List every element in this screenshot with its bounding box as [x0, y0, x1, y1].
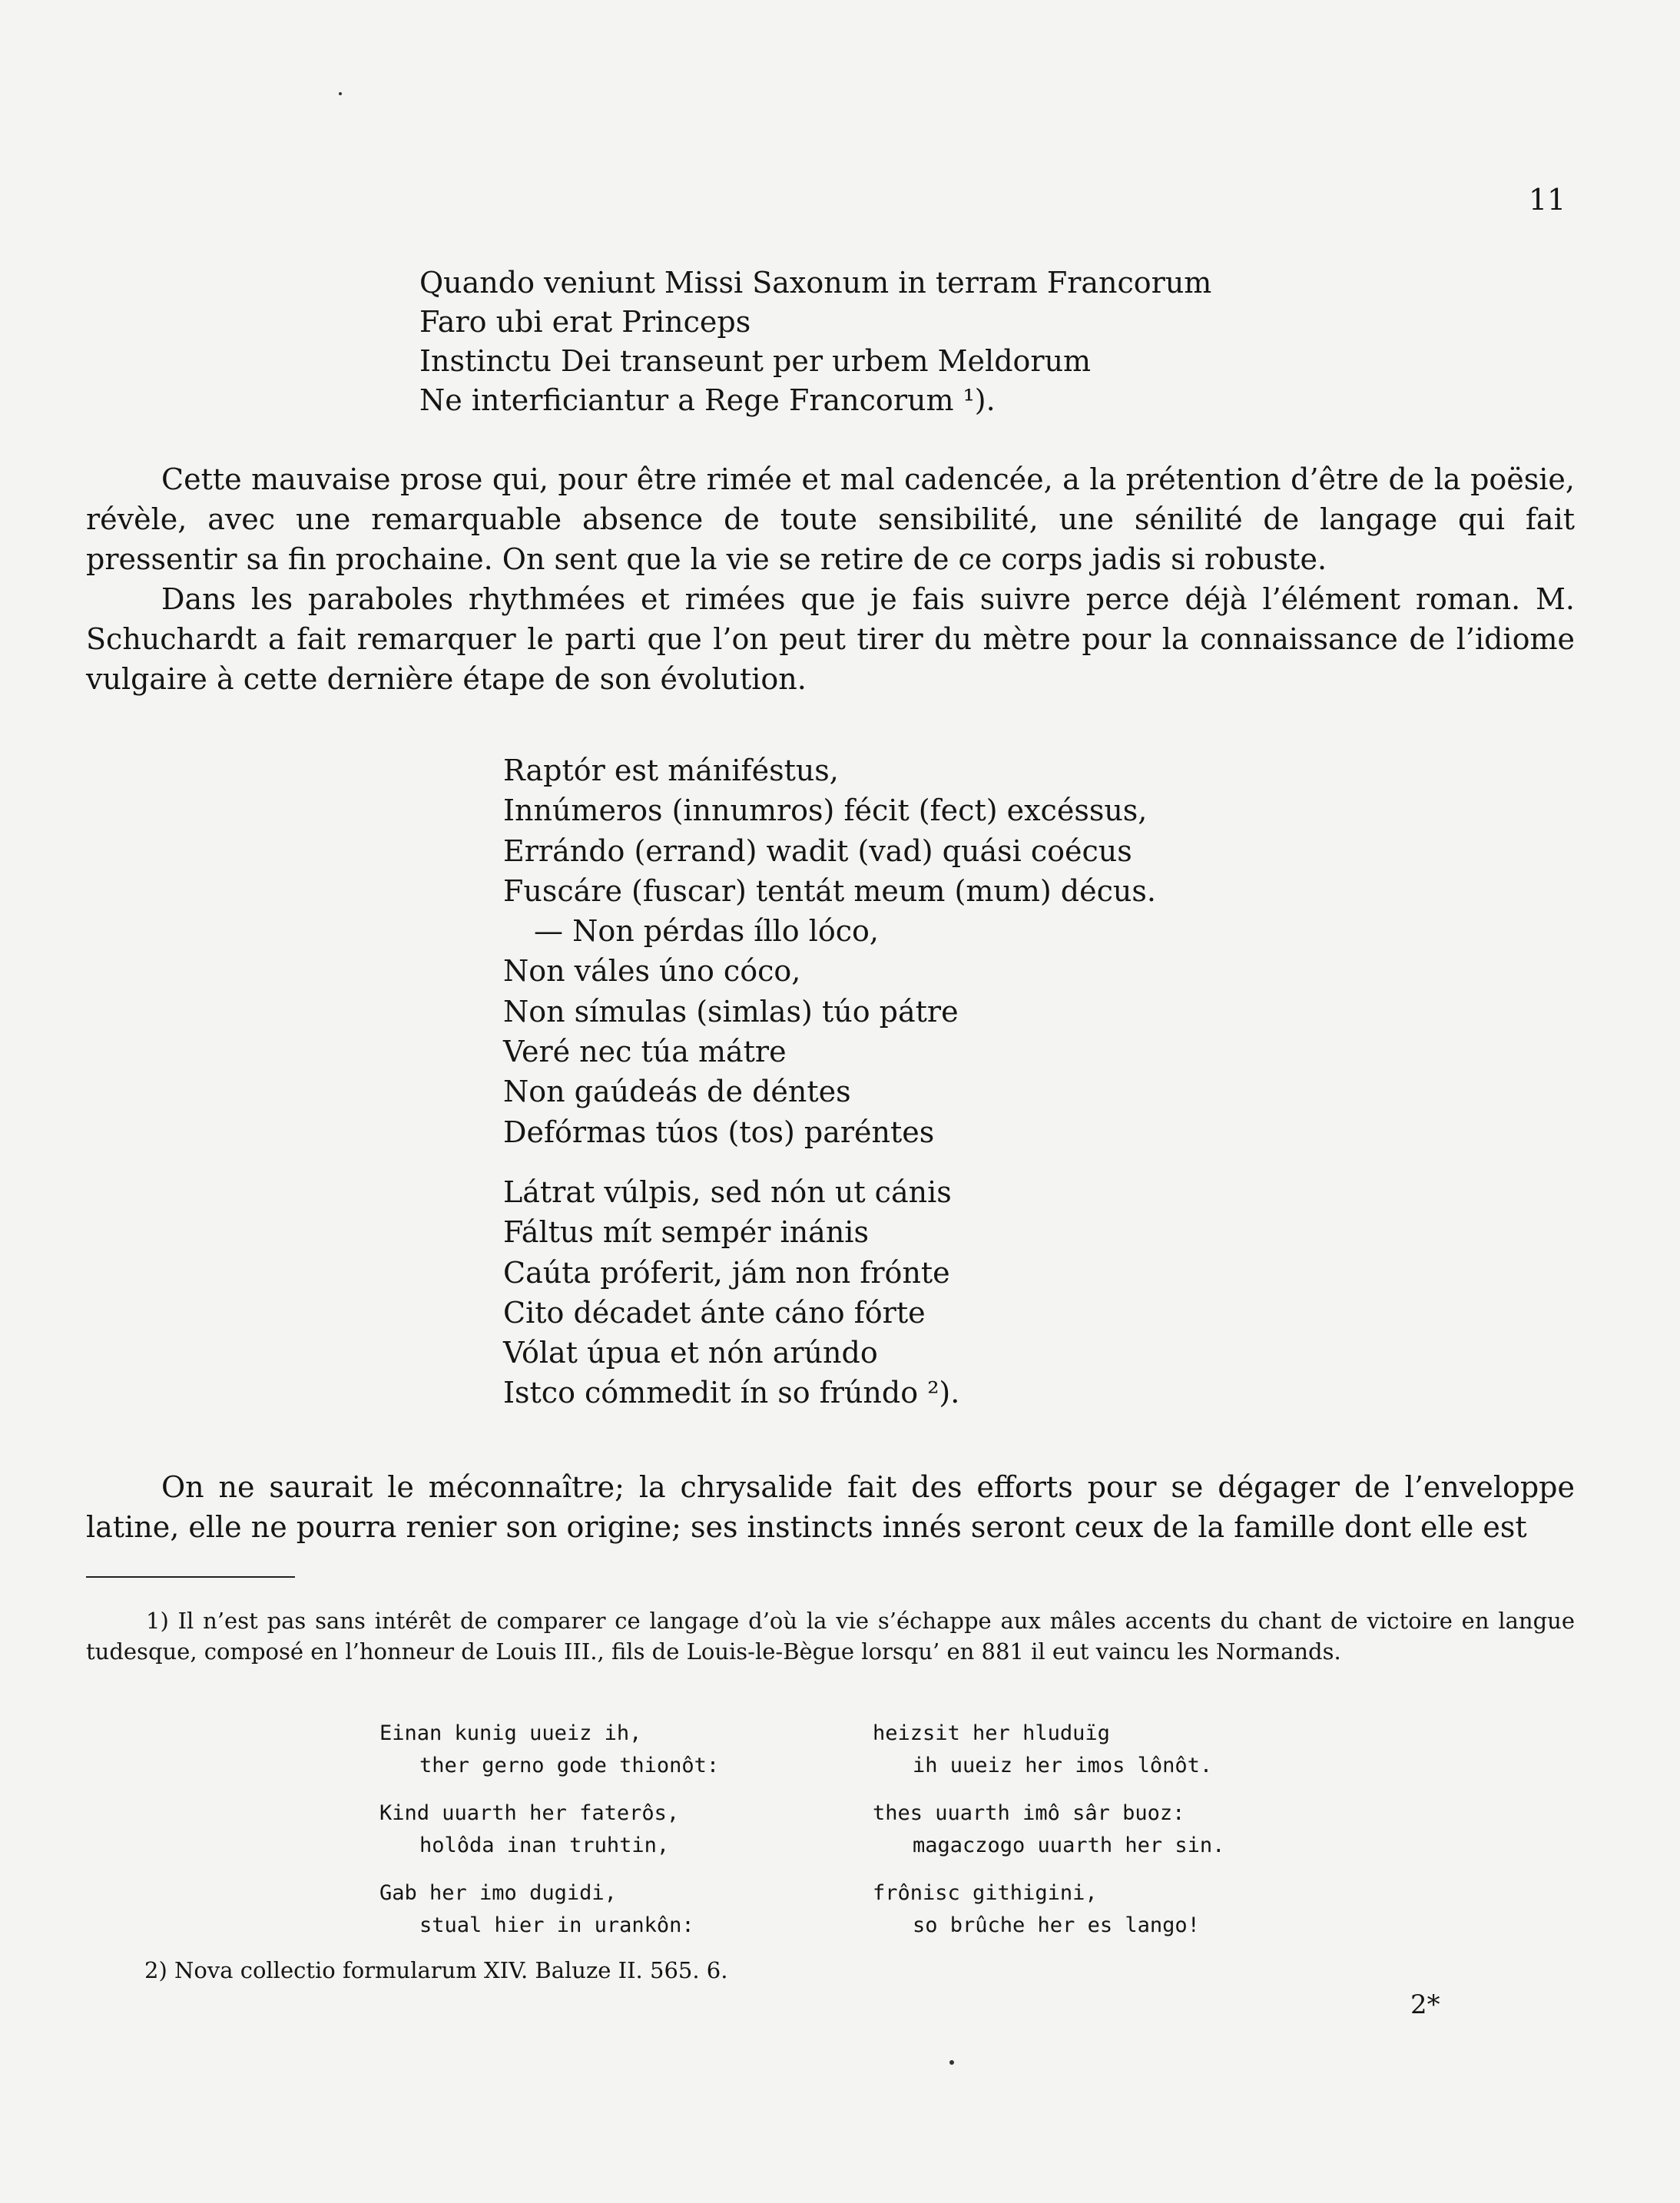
footnote-rule	[86, 1576, 295, 1578]
verse-line: Faro ubi erat Princeps	[419, 305, 751, 339]
stanza-gap	[873, 1782, 1224, 1797]
stanza-gap	[379, 1782, 719, 1797]
verse-line: Raptór est mániféstus,	[503, 754, 839, 787]
verse-line: so brûche her es lango!	[913, 1913, 1200, 1937]
footnote-1: 1) Il n’est pas sans intérêt de comparer ce langage d’où la vie s’échappe aux mâles accents du chant de victoire en langue tudesque, composé en l’honneur de Louis III., fils de Louis-le-Bègue lorsqu’ en 881 il eut vaincu les Normands.	[86, 1608, 1575, 1665]
stanza-gap	[379, 1862, 719, 1877]
verse-line: Veré nec túa mátre	[503, 1035, 787, 1069]
verse-line: Einan kunig uueiz ih,	[379, 1721, 642, 1745]
verse-line: Non váles úno cóco,	[503, 954, 801, 989]
verse-line: ther gerno gode thionôt:	[419, 1754, 720, 1777]
verse-line: heizsit her hluduïg	[873, 1721, 1110, 1745]
latin-verse	[419, 263, 1211, 420]
verse-line: Instinctu Dei transeunt per urbem Meldorum	[419, 344, 1092, 378]
verse-line: Defórmas túos (tos) paréntes	[503, 1115, 935, 1149]
verse-line: frônisc githigini,	[873, 1881, 1098, 1905]
verse-line: Kind uuarth her faterôs,	[379, 1801, 680, 1825]
verse-line: stual hier in urankôn:	[419, 1913, 694, 1937]
footnote-2: 2) Nova collectio formularum XIV. Baluze II. 565. 6.	[144, 1957, 728, 1983]
paragraph: Dans les paraboles rhythmées et rimées que je fais suivre perce déjà l’élément roman. M. Schuchardt a fait remarquer le parti que l’on peut tirer du mètre pour la connaissance de l’idiome vulgaire à cette dernière étape de son évolution.	[86, 582, 1575, 696]
verse-line: Istco cómmedit ín so frúndo ²).	[503, 1376, 960, 1410]
prose-block-2	[86, 1467, 1575, 1547]
paragraph: On ne saurait le méconnaître; la chrysalide fait des efforts pour se dégager de l’enveloppe latine, elle ne pourra renier son origine; ses instincts innés seront ceux de la famille dont elle est	[86, 1470, 1575, 1544]
verse-line: Innúmeros (innumros) fécit (fect) excéssus,	[503, 793, 1148, 828]
stanza-gap	[503, 1152, 1156, 1172]
paragraph: Cette mauvaise prose qui, pour être rimée et mal cadencée, a la prétention d’être de la poësie, révèle, avec une remarquable absence de toute sensibilité, une sénilité de langage qui fait pressentir sa fin prochaine. On sent que la vie se retire de ce corps jadis si robuste.	[86, 462, 1575, 576]
verse-line: Cito décadet ánte cáno fórte	[503, 1295, 926, 1330]
verse-line: Fuscáre (fuscar) tentát meum (mum) décus.	[503, 873, 1156, 908]
rhythmic-parable	[503, 750, 1156, 1413]
verse-line: Vólat úpua et nón arúndo	[503, 1336, 878, 1370]
verse-line: Gab her imo dugidi,	[379, 1881, 617, 1905]
verse-line: Errándo (errand) wadit (vad) quási coécus	[503, 833, 1132, 868]
page-number: 11	[1529, 183, 1566, 217]
ink-speck	[949, 2060, 954, 2065]
verse-line: Non gaúdeás de déntes	[503, 1075, 851, 1109]
verse-line: magaczogo uuarth her sin.	[913, 1834, 1225, 1857]
ink-speck	[339, 92, 342, 95]
verse-line: Fáltus mít sempér inánis	[503, 1215, 869, 1250]
verse-line: Non símulas (simlas) túo pátre	[503, 994, 959, 1029]
verse-line: Quando veniunt Missi Saxonum in terram Francorum	[419, 266, 1212, 300]
ohg-verse-right	[873, 1718, 1224, 1942]
verse-line: Látrat vúlpis, sed nón ut cánis	[503, 1174, 952, 1209]
stanza-gap	[873, 1862, 1224, 1877]
verse-line: — Non pérdas íllo lóco,	[534, 914, 879, 949]
verse-line: ih uueiz her imos lônôt.	[913, 1754, 1213, 1777]
signature-mark: 2*	[1410, 1989, 1440, 2020]
ohg-verse-left	[379, 1718, 719, 1942]
verse-line: Caúta próferit, jám non frónte	[503, 1255, 950, 1290]
verse-line: holôda inan truhtin,	[419, 1834, 670, 1857]
verse-line: Ne interficiantur a Rege Francorum ¹).	[419, 383, 996, 417]
prose-block-1	[86, 459, 1575, 699]
verse-line: thes uuarth imô sâr buoz:	[873, 1801, 1185, 1825]
